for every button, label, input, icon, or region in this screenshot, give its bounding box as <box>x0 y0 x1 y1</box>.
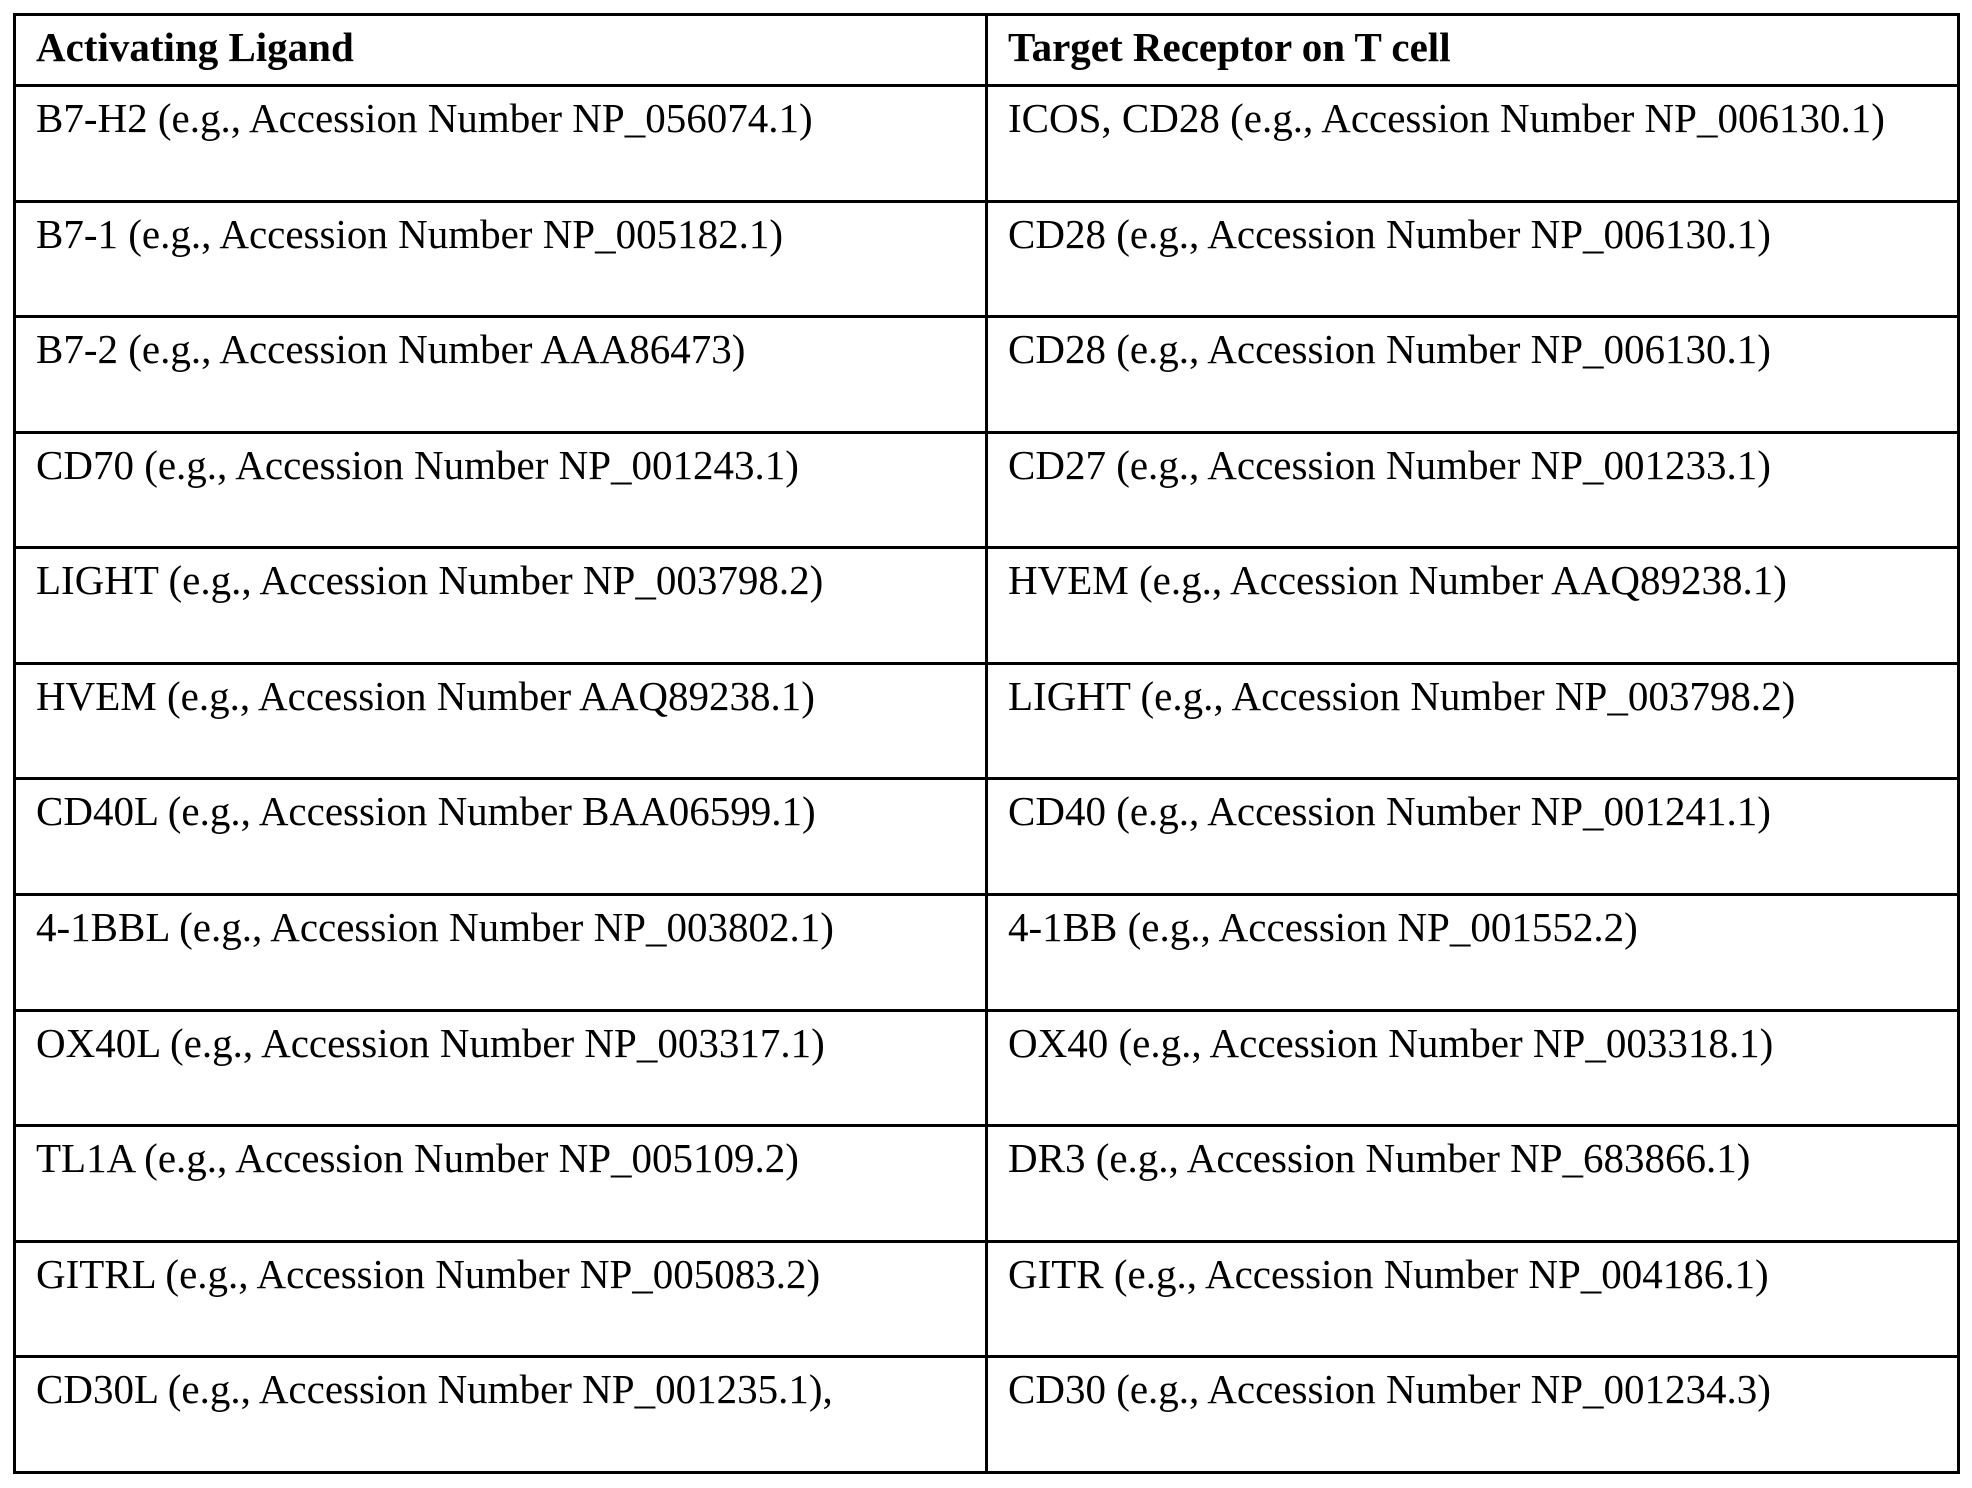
ligand-cell: B7-1 (e.g., Accession Number NP_005182.1) <box>15 201 987 317</box>
receptor-cell: 4-1BB (e.g., Accession NP_001552.2) <box>987 895 1959 1011</box>
table-row <box>15 86 1959 202</box>
ligand-cell: GITRL (e.g., Accession Number NP_005083.2) <box>15 1241 987 1357</box>
ligand-cell: CD70 (e.g., Accession Number NP_001243.1) <box>15 432 987 548</box>
table-row <box>15 317 1959 433</box>
table-row <box>15 201 1959 317</box>
receptor-cell: CD28 (e.g., Accession Number NP_006130.1) <box>987 317 1959 433</box>
ligand-cell: LIGHT (e.g., Accession Number NP_003798.2) <box>15 548 987 664</box>
receptor-cell: OX40 (e.g., Accession Number NP_003318.1) <box>987 1010 1959 1126</box>
ligand-cell: TL1A (e.g., Accession Number NP_005109.2) <box>15 1126 987 1242</box>
table-row <box>15 895 1959 1011</box>
ligand-cell: CD40L (e.g., Accession Number BAA06599.1) <box>15 779 987 895</box>
receptor-cell: HVEM (e.g., Accession Number AAQ89238.1) <box>987 548 1959 664</box>
ligand-cell: B7-2 (e.g., Accession Number AAA86473) <box>15 317 987 433</box>
receptor-cell: CD30 (e.g., Accession Number NP_001234.3) <box>987 1357 1959 1473</box>
receptor-cell: DR3 (e.g., Accession Number NP_683866.1) <box>987 1126 1959 1242</box>
table-row <box>15 432 1959 548</box>
header-target-receptor: Target Receptor on T cell <box>987 15 1959 86</box>
table-row <box>15 779 1959 895</box>
receptor-cell: LIGHT (e.g., Accession Number NP_003798.2) <box>987 663 1959 779</box>
table-row <box>15 1241 1959 1357</box>
table-header-row <box>15 15 1959 86</box>
receptor-cell: CD28 (e.g., Accession Number NP_006130.1) <box>987 201 1959 317</box>
ligand-receptor-table <box>13 13 1960 1474</box>
receptor-cell: CD40 (e.g., Accession Number NP_001241.1) <box>987 779 1959 895</box>
receptor-cell: GITR (e.g., Accession Number NP_004186.1) <box>987 1241 1959 1357</box>
table-row <box>15 1010 1959 1126</box>
table-row <box>15 548 1959 664</box>
receptor-cell: ICOS, CD28 (e.g., Accession Number NP_006130.1) <box>987 86 1959 202</box>
ligand-cell: HVEM (e.g., Accession Number AAQ89238.1) <box>15 663 987 779</box>
ligand-cell: OX40L (e.g., Accession Number NP_003317.1) <box>15 1010 987 1126</box>
ligand-cell: B7-H2 (e.g., Accession Number NP_056074.1) <box>15 86 987 202</box>
receptor-cell: CD27 (e.g., Accession Number NP_001233.1) <box>987 432 1959 548</box>
table-row <box>15 663 1959 779</box>
table-row <box>15 1357 1959 1473</box>
ligand-cell: 4-1BBL (e.g., Accession Number NP_003802.1) <box>15 895 987 1011</box>
ligand-cell: CD30L (e.g., Accession Number NP_001235.1), <box>15 1357 987 1473</box>
table-row <box>15 1126 1959 1242</box>
header-activating-ligand: Activating Ligand <box>15 15 987 86</box>
